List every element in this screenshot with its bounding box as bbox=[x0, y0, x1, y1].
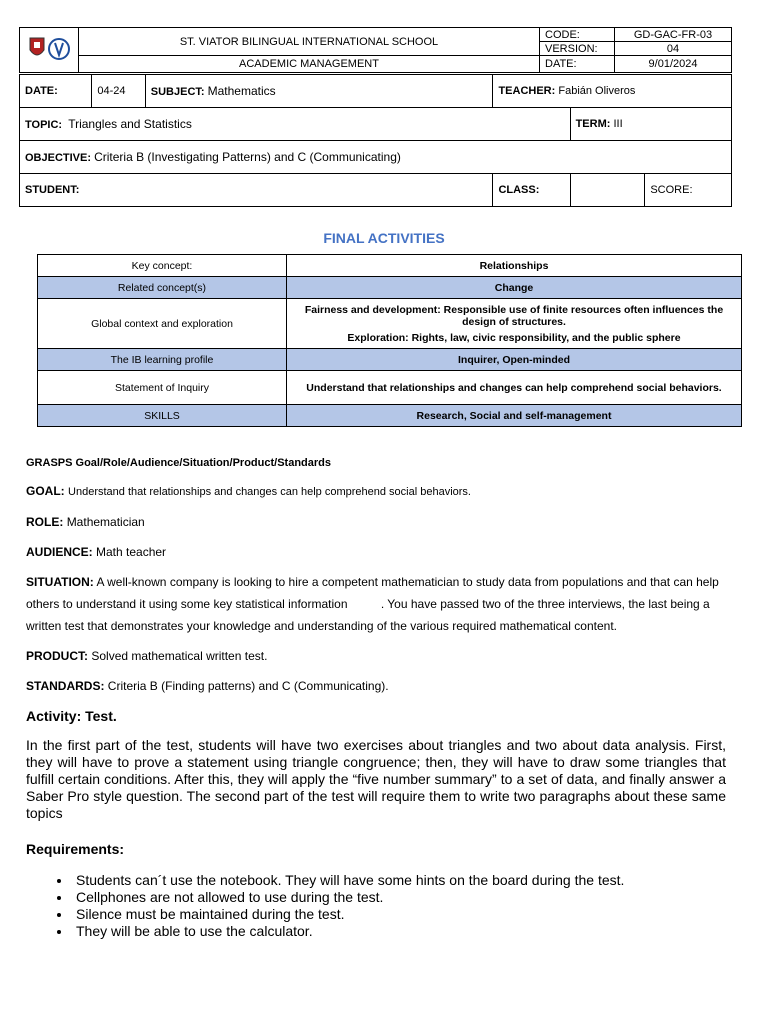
situation-text: A well-known company is looking to hire a competent mathematician to study data from populations and that can help others to understand it using some key statistical information . You have passed two of the three interviews, the last being a written test that demonstrates your knowledge and understanding of the various required mathematical content. bbox=[26, 575, 723, 633]
role-text: Mathematician bbox=[66, 515, 145, 529]
document-body bbox=[26, 452, 726, 940]
audience-label: AUDIENCE: bbox=[26, 545, 93, 559]
topic-value: Triangles and Statistics bbox=[68, 117, 192, 131]
topic-label: TOPIC: bbox=[25, 119, 63, 131]
date-value: 04-24 bbox=[92, 75, 145, 108]
school-logo bbox=[20, 28, 79, 73]
standards-label: STANDARDS: bbox=[26, 679, 105, 693]
student-label: STUDENT: bbox=[20, 174, 493, 207]
requirements-heading: Requirements: bbox=[26, 841, 125, 857]
header-table bbox=[19, 27, 732, 73]
score-label: SCORE: bbox=[645, 174, 732, 207]
product-text: Solved mathematical written test. bbox=[91, 649, 268, 663]
objective-value: Criteria B (Investigating Patterns) and C (Communicating) bbox=[94, 150, 401, 164]
concept-label: The IB learning profile bbox=[38, 349, 287, 371]
activity-description: In the first part of the test, students will have two exercises about triangles and two about data analysis. First, they will have to prove a statement using triangle congruence; then, they will have to draw some triangles that fulfill certain conditions. After this, they will apply the “five number summary” to a set of data, and finally answer a Saber Pro style question. The second part of the test will require them to write two paragraphs about these same topics bbox=[26, 737, 726, 821]
concept-label: SKILLS bbox=[38, 405, 287, 427]
doc-date-label: DATE: bbox=[540, 56, 615, 73]
code-value: GD-GAC-FR-03 bbox=[615, 28, 732, 42]
version-label: VERSION: bbox=[540, 42, 615, 56]
subject-value: Mathematics bbox=[207, 84, 276, 98]
concept-label: Key concept: bbox=[38, 255, 287, 277]
concept-label: Global context and exploration bbox=[38, 299, 287, 349]
role-label: ROLE: bbox=[26, 515, 64, 529]
list-item: • Cellphones are not allowed to use during the test. bbox=[72, 889, 726, 906]
concept-value: Change bbox=[287, 277, 742, 299]
objective-label: OBJECTIVE: bbox=[25, 152, 92, 164]
list-item: • Silence must be maintained during the test. bbox=[72, 906, 726, 923]
teacher-label: TEACHER: bbox=[498, 85, 556, 97]
concept-label: Statement of Inquiry bbox=[38, 371, 287, 405]
grasps-heading: GRASPS Goal/Role/Audience/Situation/Product/Standards bbox=[26, 457, 331, 469]
list-item: • They will be able to use the calculator. bbox=[72, 923, 726, 940]
term-label: TERM: bbox=[575, 118, 611, 130]
concept-value: Relationships bbox=[287, 255, 742, 277]
class-value bbox=[570, 174, 645, 207]
class-label: CLASS: bbox=[493, 174, 570, 207]
goal-label: GOAL: bbox=[26, 484, 65, 498]
subject-label: SUBJECT: bbox=[150, 86, 205, 98]
concept-label: Related concept(s) bbox=[38, 277, 287, 299]
list-item: • Students can´t use the notebook. They will have some hints on the board during the test. bbox=[72, 872, 726, 889]
version-value: 04 bbox=[615, 42, 732, 56]
standards-text: Criteria B (Finding patterns) and C (Communicating). bbox=[107, 679, 389, 693]
product-label: PRODUCT: bbox=[26, 649, 88, 663]
date-label: DATE: bbox=[20, 75, 92, 108]
situation-label: SITUATION: bbox=[26, 575, 94, 589]
doc-date-value: 9/01/2024 bbox=[615, 56, 732, 73]
info-table bbox=[19, 74, 732, 207]
concepts-table bbox=[37, 254, 742, 427]
goal-text: Understand that relationships and changes can help comprehend social behaviors. bbox=[68, 486, 471, 498]
page-title: FINAL ACTIVITIES bbox=[323, 230, 445, 246]
teacher-value: Fabián Oliveros bbox=[558, 85, 636, 97]
requirements-list bbox=[26, 872, 726, 940]
term-value: III bbox=[613, 118, 623, 130]
department: ACADEMIC MANAGEMENT bbox=[79, 56, 540, 73]
concept-value: Research, Social and self-management bbox=[287, 405, 742, 427]
concept-value-2: Exploration: Rights, law, civic responsibility, and the public sphere bbox=[347, 331, 681, 344]
concept-value: Fairness and development: Responsible use of finite resources often influences the design of structures. bbox=[304, 303, 724, 328]
concept-value: Understand that relationships and changes can help comprehend social behaviors. bbox=[287, 371, 742, 405]
code-label: CODE: bbox=[540, 28, 615, 42]
audience-text: Math teacher bbox=[96, 545, 167, 559]
activity-heading: Activity: Test. bbox=[26, 708, 117, 724]
crest-icon bbox=[26, 34, 72, 64]
school-name: ST. VIATOR BILINGUAL INTERNATIONAL SCHOOL bbox=[79, 28, 540, 56]
concept-value: Inquirer, Open-minded bbox=[287, 349, 742, 371]
